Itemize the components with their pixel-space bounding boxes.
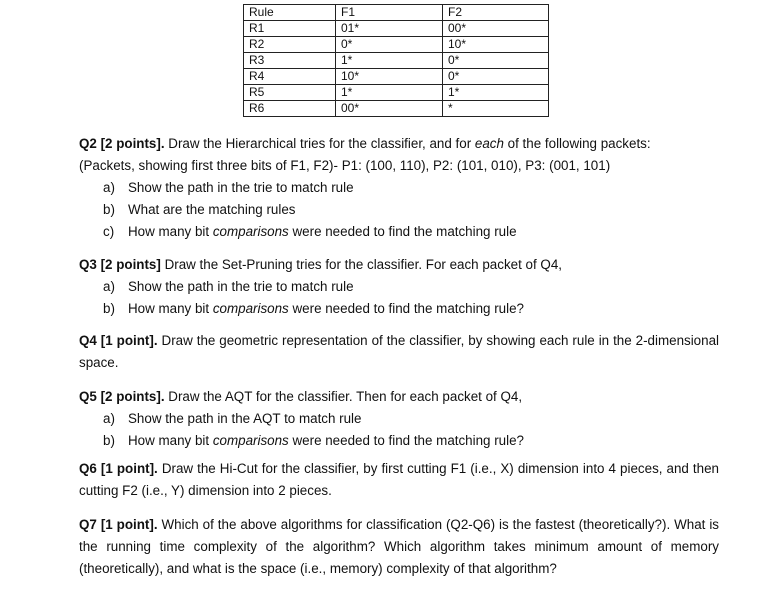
table-cell: R6 xyxy=(244,101,336,117)
table-cell: R1 xyxy=(244,21,336,37)
q6-prompt xyxy=(79,458,719,502)
q6-text: Draw the Hi-Cut for the classifier, by first cutting F1 (i.e., X) dimension into 4 pieces, and then cutting F2 (i.e., Y) dimension into 2 pieces. xyxy=(79,461,719,498)
item-label: c) xyxy=(103,224,115,239)
item-label: a) xyxy=(103,411,115,426)
q7-label: Q7 [1 point]. xyxy=(79,517,158,532)
q5-text: Draw the AQT for the classifier. Then for each packet of Q4, xyxy=(164,389,523,404)
question-q3 xyxy=(79,254,719,320)
q3-item-a xyxy=(79,276,719,298)
q4-label: Q4 [1 point]. xyxy=(79,333,158,348)
table-cell: R3 xyxy=(244,53,336,69)
table-cell: 1* xyxy=(443,85,549,101)
item-text: Show the path in the trie to match rule xyxy=(128,180,354,195)
item-text-pre: How many bit xyxy=(128,224,213,239)
table-cell: 01* xyxy=(336,21,443,37)
table-row xyxy=(244,21,549,37)
q2-text-a: Draw the Hierarchical tries for the classifier, and for xyxy=(164,136,475,151)
table-header-cell: F1 xyxy=(336,5,443,21)
table-row xyxy=(244,69,549,85)
table-row xyxy=(244,85,549,101)
table-cell: 0* xyxy=(443,53,549,69)
table-cell: 10* xyxy=(336,69,443,85)
table-cell: * xyxy=(443,101,549,117)
q7-prompt xyxy=(79,514,719,580)
table-cell: R2 xyxy=(244,37,336,53)
table-header-row xyxy=(244,5,549,21)
question-q5 xyxy=(79,386,719,452)
item-text-em: comparisons xyxy=(212,301,289,316)
q5-item-b xyxy=(79,430,719,452)
item-label: b) xyxy=(103,301,115,316)
item-label: b) xyxy=(103,433,115,448)
item-label: a) xyxy=(103,279,115,294)
q2-packets-line: (Packets, showing first three bits of F1, F2)- P1: (100, 110), P2: (101, 010), P3: (001, 101) xyxy=(79,158,611,173)
table-cell: 00* xyxy=(443,21,549,37)
question-q2 xyxy=(79,133,719,243)
q3-label: Q3 [2 points] xyxy=(79,257,161,272)
q2-text-em: each xyxy=(474,136,504,151)
item-label: b) xyxy=(103,202,115,217)
item-label: a) xyxy=(103,180,115,195)
table-row xyxy=(244,37,549,53)
question-q6 xyxy=(79,458,719,502)
table-header-cell: F2 xyxy=(443,5,549,21)
q2-item-c xyxy=(79,221,719,243)
table-cell: 1* xyxy=(336,53,443,69)
table-cell: R5 xyxy=(244,85,336,101)
item-text: Show the path in the AQT to match rule xyxy=(128,411,362,426)
table-cell: 00* xyxy=(336,101,443,117)
item-text-em: comparisons xyxy=(212,224,289,239)
question-q7 xyxy=(79,514,719,580)
item-text-post: were needed to find the matching rule xyxy=(288,224,517,239)
rules-table xyxy=(243,4,549,117)
item-text-pre: How many bit xyxy=(128,301,213,316)
q5-prompt xyxy=(79,386,719,408)
q2-text-b: of the following packets: xyxy=(503,136,651,151)
item-text: Show the path in the trie to match rule xyxy=(128,279,354,294)
item-text xyxy=(128,298,524,320)
q4-text: Draw the geometric representation of the classifier, by showing each rule in the 2-dimensional space. xyxy=(79,333,719,370)
item-text xyxy=(128,430,524,452)
q3-text: Draw the Set-Pruning tries for the classifier. For each packet of Q4, xyxy=(160,257,562,272)
q5-item-a xyxy=(79,408,719,430)
table-row xyxy=(244,101,549,117)
table-cell: 0* xyxy=(443,69,549,85)
item-text-pre: How many bit xyxy=(128,433,213,448)
q7-text: Which of the above algorithms for classification (Q2-Q6) is the fastest (theoretically?). What is the running time complexity of the algorithm? Which algorithm takes minimum amount of memory (theoretically), and what is the space (i.e., memory) complexity of that algorithm? xyxy=(79,517,719,576)
table-cell: R4 xyxy=(244,69,336,85)
q5-label: Q5 [2 points]. xyxy=(79,389,165,404)
q4-prompt xyxy=(79,330,719,374)
item-text: What are the matching rules xyxy=(128,202,296,217)
q2-item-a xyxy=(79,177,719,199)
table-cell: 0* xyxy=(336,37,443,53)
item-text-post: were needed to find the matching rule? xyxy=(288,301,524,316)
q2-item-b xyxy=(79,199,719,221)
question-q4 xyxy=(79,330,719,374)
q2-label: Q2 [2 points]. xyxy=(79,136,165,151)
q2-prompt xyxy=(79,133,719,155)
item-text-post: were needed to find the matching rule? xyxy=(288,433,524,448)
table-row xyxy=(244,53,549,69)
table-header-cell: Rule xyxy=(244,5,336,21)
q3-prompt xyxy=(79,254,719,276)
q3-item-b xyxy=(79,298,719,320)
table-cell: 1* xyxy=(336,85,443,101)
table-cell: 10* xyxy=(443,37,549,53)
item-text-em: comparisons xyxy=(212,433,289,448)
q6-label: Q6 [1 point]. xyxy=(79,461,158,476)
item-text xyxy=(128,221,517,243)
